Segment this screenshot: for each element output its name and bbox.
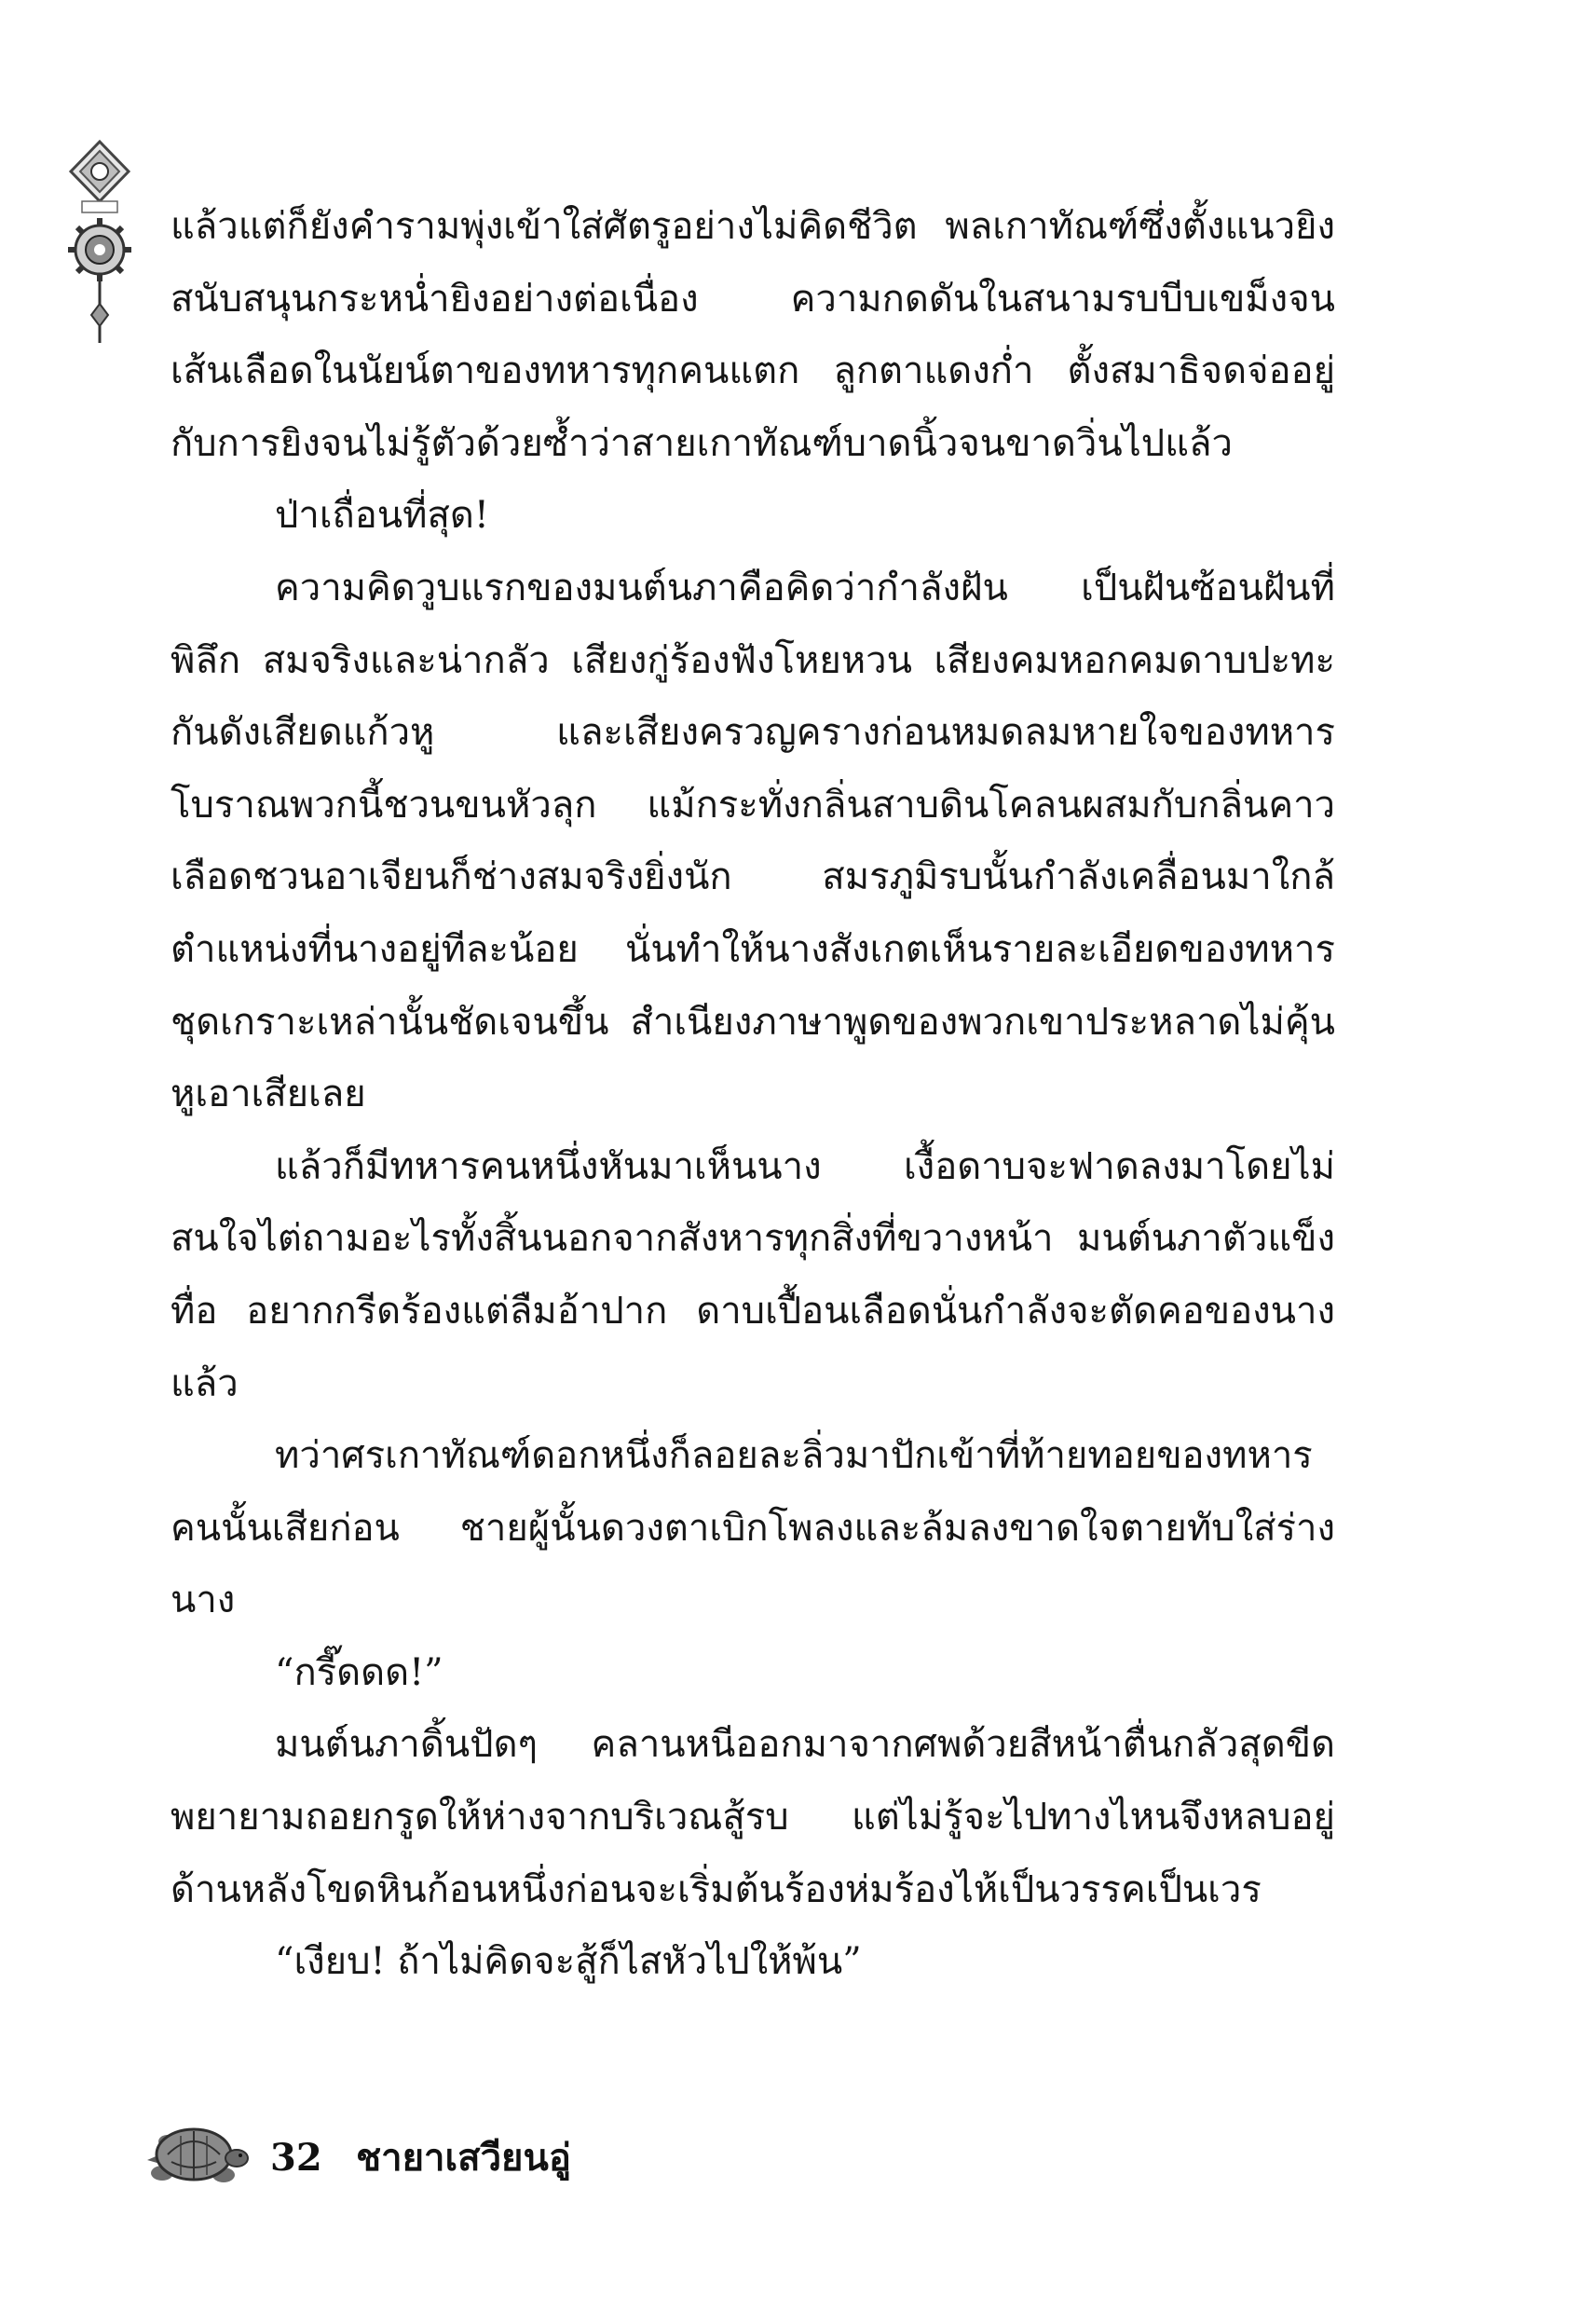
book-title: ชายาเสวียนอู่: [356, 2137, 571, 2180]
paragraph: มนต์นภาดิ้นปัดๆ คลานหนีออกมาจากศพด้วยสีหน้าตื่นกลัวสุดขีด พยายามถอยกรูดให้ห่างจากบริเวณสู้รบ แต่ไม่รู้จะไปทางไหนจึงหลบอยู่ด้านหลังโขดหินก้อนหนึ่งก่อนจะเริ่มต้นร้องห่มร้องไห้เป็นวรรคเป็นเวร: [171, 1723, 1335, 1911]
turtle-icon: [140, 2106, 252, 2199]
paragraph: “เงียบ! ถ้าไม่คิดจะสู้ก็ไสหัวไปให้พ้น”: [275, 1940, 862, 1984]
ornament-emblem-icon: [65, 140, 134, 345]
page-footer: [140, 2106, 792, 2208]
paragraph: แล้วก็มีทหารคนหนึ่งหันมาเห็นนาง เงื้อดาบจะฟาดลงมาโดยไม่สนใจไต่ถามอะไรทั้งสิ้นนอกจากสังหารทุกสิ่งที่ขวางหน้า มนต์นภาตัวแข็งทื่อ อยากกรีดร้องแต่ลืมอ้าปาก ดาบเปื้อนเลือดนั่นกำลังจะตัดคอของนางแล้ว: [171, 1144, 1335, 1405]
paragraph: “กรี๊ดดด!”: [275, 1650, 443, 1694]
paragraph: ทว่าศรเกาทัณฑ์ดอกหนึ่งก็ลอยละลิ่วมาปักเข้าที่ท้ายทอยของทหารคนนั้นเสียก่อน ชายผู้นั้นดวงตาเบิกโพลงและล้มลงขาดใจตายทับใส่ร่างนาง: [171, 1434, 1335, 1622]
paragraph: ความคิดวูบแรกของมนต์นภาคือคิดว่ากำลังฝัน เป็นฝันซ้อนฝันที่พิลึก สมจริงและน่ากลัว เสียงกู่ร้องฟังโหยหวน เสียงคมหอกคมดาบปะทะกันดังเสียดแก้วหู และเสียงครวญครางก่อนหมดลมหายใจของทหารโบราณพวกนี้ชวนขนหัวลุก แม้กระทั่งกลิ่นสาบดินโคลนผสมกับกลิ่นคาวเลือดชวนอาเจียนก็ช่างสมจริงยิ่งนัก สมรภูมิรบนั้นกำลังเคลื่อนมาใกล้ตำแหน่งที่นางอยู่ทีละน้อย นั่นทำให้นางสังเกตเห็นรายละเอียดของทหารชุดเกราะเหล่านั้นชัดเจนขึ้น สำเนียงภาษาพูดของพวกเขาประหลาดไม่คุ้นหูเอาเสียเลย: [171, 566, 1335, 1116]
paragraph: แล้วแต่ก็ยังคำรามพุ่งเข้าใส่ศัตรูอย่างไม่คิดชีวิต พลเกาทัณฑ์ซึ่งตั้งแนวยิงสนับสนุนกระหน่ำยิงอย่างต่อเนื่อง ความกดดันในสนามรบบีบเขม็งจนเส้นเลือดในนัยน์ตาของทหารทุกคนแตก ลูกตาแดงก่ำ ตั้งสมาธิจดจ่ออยู่กับการยิงจนไม่รู้ตัวด้วยซ้ำว่าสายเกาทัณฑ์บาดนิ้วจนขาดวิ่นไปแล้ว: [171, 205, 1335, 465]
paragraph: ป่าเถื่อนที่สุด!: [275, 494, 489, 538]
chapter-body: [171, 191, 1335, 1999]
page-number: 32: [270, 2136, 322, 2180]
